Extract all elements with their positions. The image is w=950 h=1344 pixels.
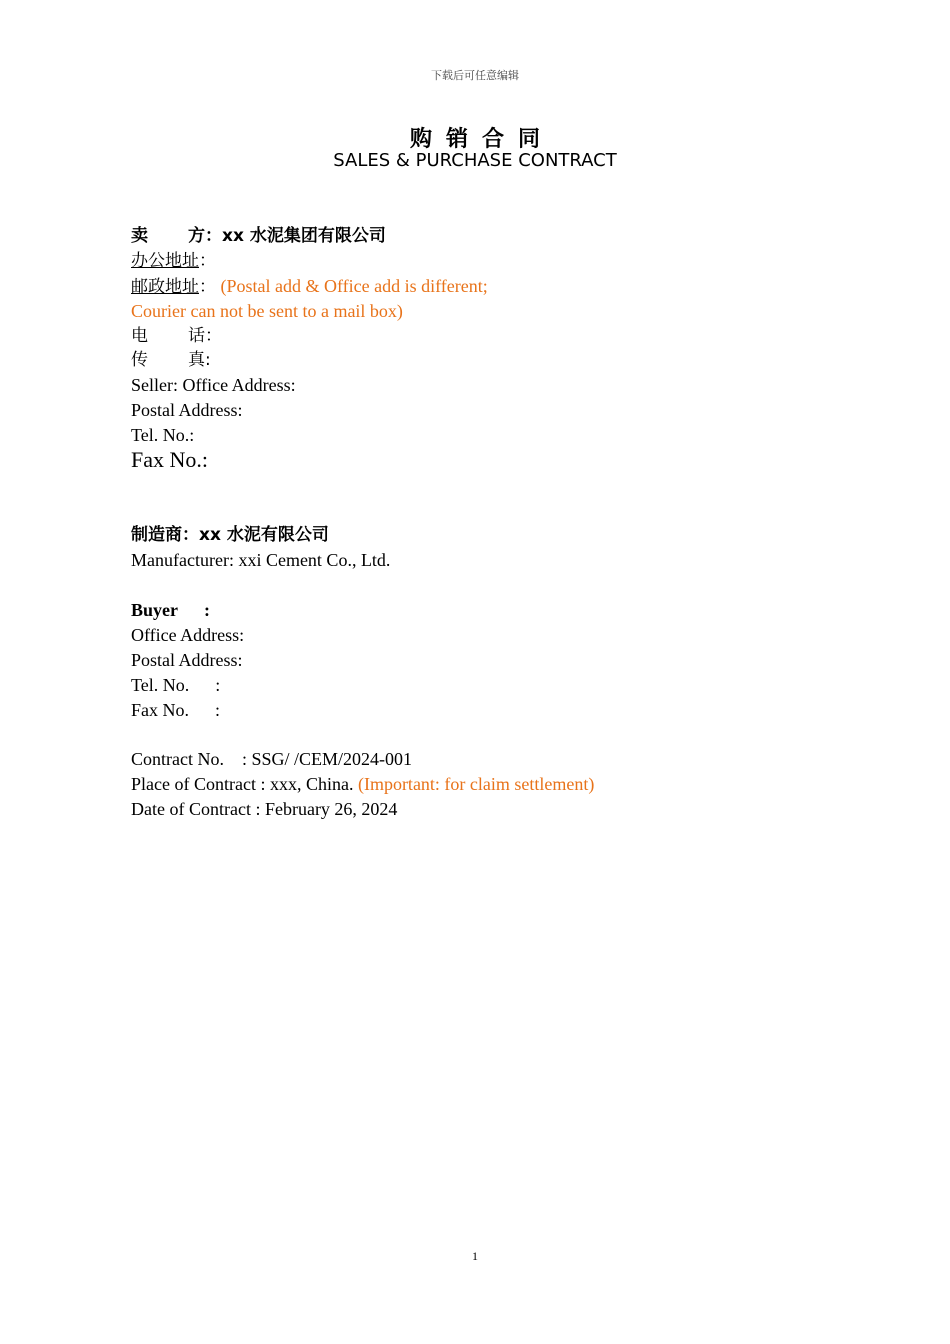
contract-no-value: : SSG/ /CEM/2024-001: [241, 749, 413, 769]
seller-postal-en: Postal Address:: [131, 400, 243, 421]
contract-place-line: [131, 772, 831, 797]
seller-office-en: Seller: Office Address:: [131, 375, 296, 396]
manufacturer-cn-label: 制造商：: [131, 525, 199, 545]
buyer-label-colon: :: [204, 600, 210, 620]
seller-postal-label: 邮政地址: [131, 276, 199, 297]
tel-char1: 电: [131, 325, 148, 346]
buyer-fax-line: [131, 698, 831, 723]
contract-place-note: (Important: for claim settlement): [357, 773, 595, 794]
buyer-office: Office Address:: [131, 624, 245, 645]
tel-char2: 话: [188, 325, 205, 346]
buyer-fax-colon: :: [215, 699, 221, 720]
seller-office-label: 办公地址: [131, 250, 199, 271]
seller-tel-cn-line: [131, 324, 831, 349]
seller-postal-address-line: [131, 274, 831, 299]
fax-colon: :: [205, 350, 211, 371]
title-chinese: 购销合同: [409, 127, 554, 152]
buyer-tel-colon: :: [215, 674, 221, 695]
postal-note-line1: (Postal add & Office add is different;: [220, 275, 488, 296]
buyer-fax-label: Fax No.: [131, 699, 189, 720]
manufacturer-en: Manufacturer: xxi Cement Co., Ltd.: [131, 549, 391, 570]
manufacturer-cn-name: xx 水泥有限公司: [199, 525, 329, 545]
seller-postal-colon: ：: [199, 276, 216, 297]
seller-section: [131, 224, 831, 473]
tel-colon: ：: [205, 325, 222, 346]
fax-char1: 传: [131, 350, 148, 371]
title-english: SALES & PURCHASE CONTRACT: [333, 150, 617, 171]
seller-label-char2: 方: [188, 226, 205, 246]
seller-cn-name-line: [131, 224, 831, 249]
contract-date: Date of Contract : February 26, 2024: [131, 798, 398, 819]
seller-label-char1: 卖: [131, 226, 148, 246]
seller-office-address-line: [131, 249, 831, 274]
header-note: 下载后可任意编辑: [431, 69, 519, 82]
seller-office-colon: ：: [199, 250, 216, 271]
contract-no-label: Contract No.: [131, 749, 224, 769]
manufacturer-section: [131, 523, 831, 573]
contract-no-line: [131, 747, 831, 772]
postal-note-line2: Courier can not be sent to a mail box): [131, 300, 403, 321]
manufacturer-cn-line: [131, 523, 831, 548]
seller-fax-cn-line: [131, 348, 831, 373]
buyer-label-line: [131, 598, 831, 623]
seller-cn-name: xx 水泥集团有限公司: [222, 226, 386, 246]
fax-char2: 真: [188, 350, 205, 371]
page-number: 1: [472, 1249, 478, 1263]
contract-place-text: Place of Contract : xxx, China.: [131, 773, 354, 794]
seller-label-colon: ：: [205, 226, 222, 246]
contract-section: [131, 747, 831, 822]
buyer-tel-label: Tel. No.: [131, 674, 190, 695]
buyer-label: Buyer: [131, 600, 178, 620]
buyer-postal: Postal Address:: [131, 649, 243, 670]
seller-fax-en: Fax No.:: [131, 447, 208, 473]
buyer-section: [131, 598, 831, 722]
seller-tel-en: Tel. No.:: [131, 425, 195, 446]
buyer-tel-line: [131, 673, 831, 698]
